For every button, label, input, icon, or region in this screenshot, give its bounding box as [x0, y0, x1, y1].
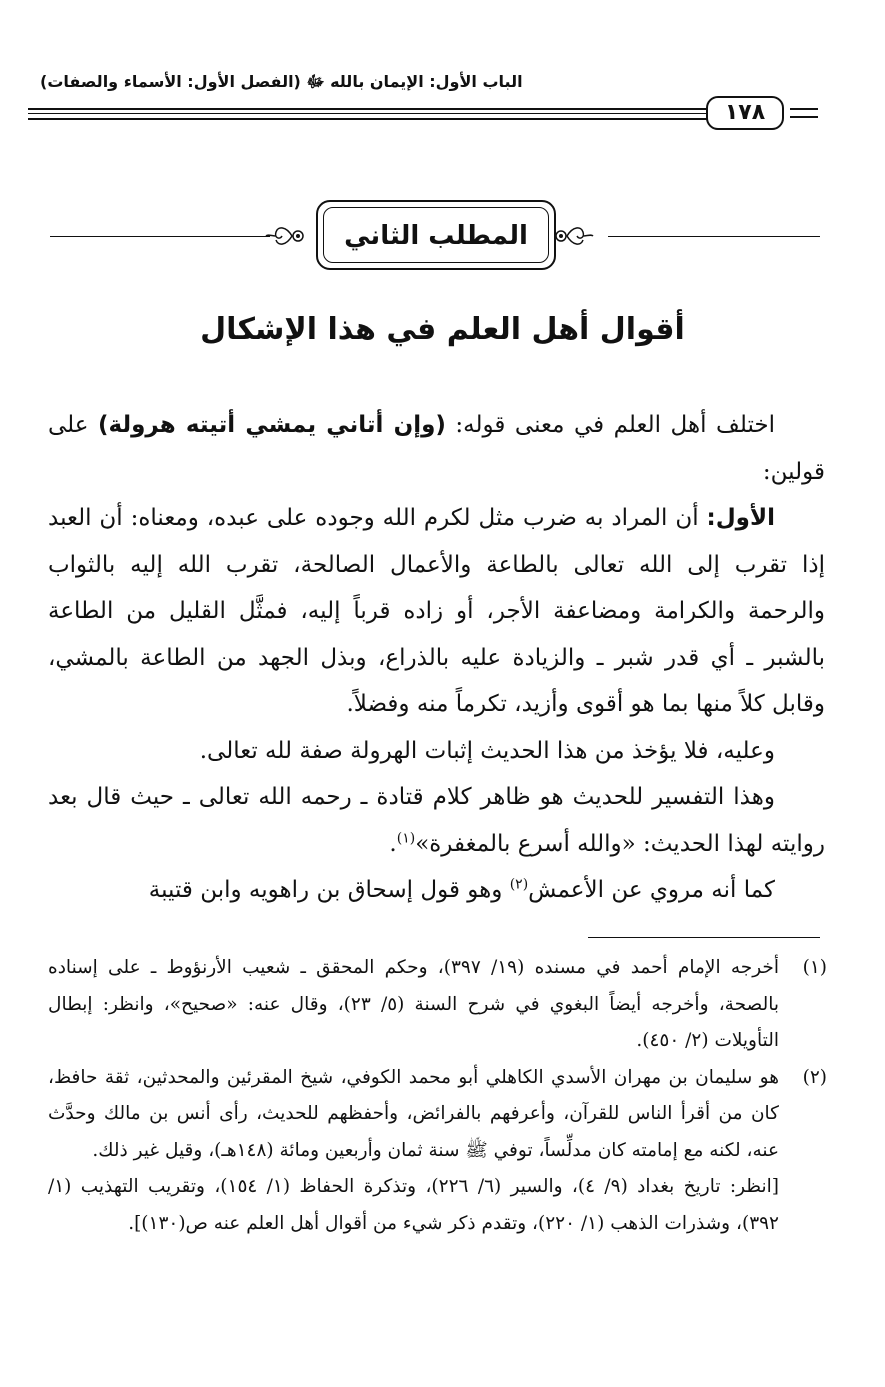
- body-text: [48, 402, 825, 914]
- footnote-number: (١): [802, 957, 827, 978]
- footnote-ref: (٢): [509, 876, 529, 893]
- page-number-rule: [790, 108, 818, 110]
- footnote-text: [انظر: تاريخ بغداد (٩/ ٤)، والسير (٦/ ٢٢٦)، وتذكرة الحفاظ (١/ ١٥٤)، وتقريب التهذيب (١/ ٣٩٢)، وشذرات الذهب (١/ ٢٢٠)، وتقدم ذكر شيء من أقوال أهل العلم عنه ص(١٣٠)].: [48, 1176, 779, 1234]
- paragraph: وهذا التفسير للحديث هو ظاهر كلام قتادة ـ رحمه الله تعالى ـ حيث قال بعد روايته لهذا الحديث: «والله أسرع بالمغفرة»$^{(١)}$.: [48, 784, 825, 857]
- footnote: [48, 950, 827, 1060]
- footnote-separator: [588, 937, 820, 938]
- page-heading: أقوال أهل العلم في هذا الإشكال: [200, 312, 685, 347]
- footnote-number: (٢): [802, 1066, 827, 1088]
- header-rule: [28, 113, 710, 114]
- page-number: ١٧٨: [706, 96, 784, 130]
- title-rule-right: [608, 236, 820, 237]
- header-rule: [28, 118, 710, 120]
- footnote-text: أخرجه الإمام أحمد في مسنده (١٩/ ٣٩٧)، وحكم المحقق ـ شعيب الأرنؤوط ـ على إسناده بالصحة، وأخرجه أيضاً البغوي في شرح السنة (٥/ ٢٣)، وقال عنه: «صحيح»، وانظر: إبطال التأويلات (٢/ ٤٥٠).: [48, 957, 779, 1051]
- running-title: الباب الأول: الإيمان بالله ﷻ (الفصل الأول: الأسماء والصفات): [40, 72, 523, 91]
- paragraph: وعليه، فلا يؤخذ من هذا الحديث إثبات الهرولة صفة لله تعالى.: [199, 737, 775, 764]
- footnotes: [48, 950, 827, 1242]
- footnote: [48, 1060, 827, 1243]
- paragraph: كما أنه مروي عن الأعمش$^{(٢)}$ وهو قول إسحاق بن راهويه وابن قتيبة: [148, 876, 775, 903]
- page-number-rule: [790, 116, 818, 118]
- running-header: [40, 72, 835, 98]
- section-title: المطلب الثاني: [344, 221, 528, 251]
- title-rule-left: [50, 236, 270, 237]
- ornament-icon: [553, 222, 597, 250]
- paragraph: الأول: أن المراد به ضرب مثل لكرم الله وجوده على عبده، ومعناه: أن العبد إذا تقرب إلى الله تعالى بالطاعة والأعمال الصالحة، تقرب الله إليه بالثواب والرحمة والكرامة ومضاعفة الأجر، أو زاده قرباً إليه، فمثَّل القليل من الطاعة بالشبر ـ أي قدر شبر ـ والزيادة عليه بالذراع، وبذل الجهد من الطاعة بالمشي، وقابل كلاً منها بما هو أقوى وأزيد، تكرماً منه وفضلاً.: [48, 505, 825, 717]
- first-opinion-label: الأول:: [706, 505, 775, 531]
- ornament-icon: [262, 222, 306, 250]
- paragraph: اختلف أهل العلم في معنى قوله: (وإن أتاني يمشي أتيته هرولة) على قولين:: [48, 412, 825, 485]
- hadith-quote: (وإن أتاني يمشي أتيته هرولة): [98, 412, 446, 438]
- footnote-text: هو سليمان بن مهران الأسدي الكاهلي أبو محمد الكوفي، شيخ المقرئين والمحدثين، ثقة حافظ، كان من أقرأ الناس للقرآن، وأعرفهم بالفرائض، وأحفظهم للحديث، رأى أنس بن مالك وحدَّث عنه، لكنه مع إمامته كان مدلِّساً، توفي ﷺ سنة ثمان وأربعين ومائة (١٤٨هـ)، وقيل غير ذلك.: [48, 1066, 779, 1161]
- header-rule: [28, 108, 710, 110]
- footnote-ref: (١): [396, 829, 416, 846]
